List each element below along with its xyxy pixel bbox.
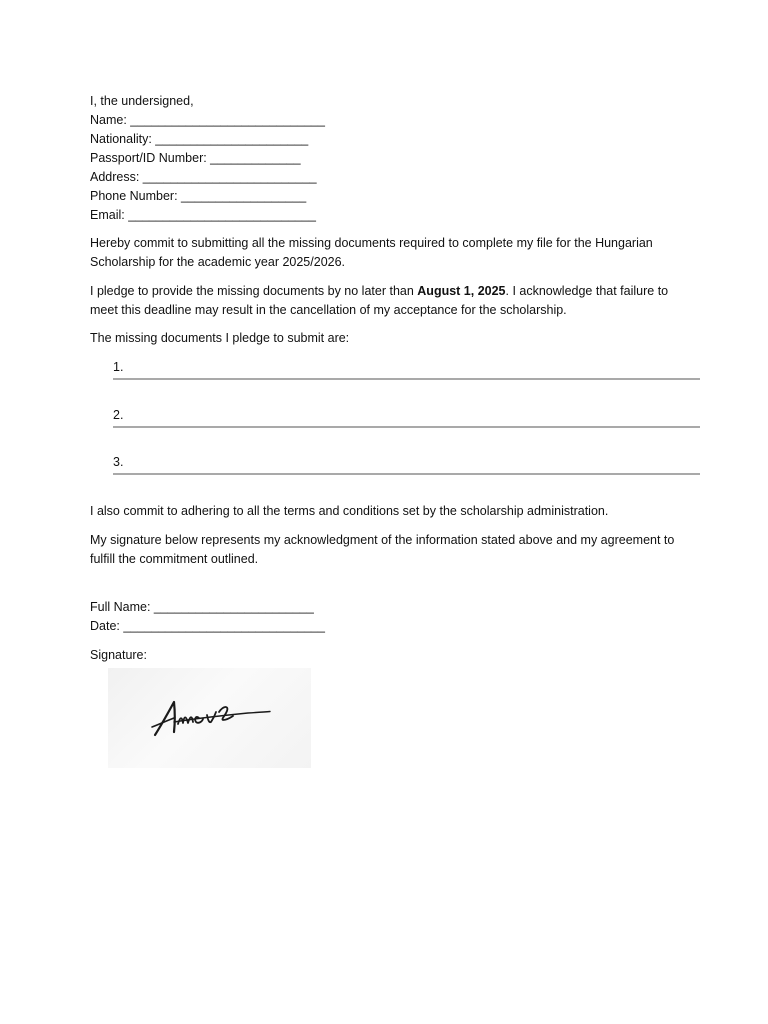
pledge-text-before: I pledge to provide the missing documents by no later than xyxy=(90,284,418,298)
missing-doc-line-3 xyxy=(113,453,700,475)
pledge-text-after: . I acknowledge that failure to meet this deadline may result in the cancellation of my acceptance for the scholarship. xyxy=(90,284,669,317)
passport-id-field: Passport/ID Number: _____________ xyxy=(90,151,301,165)
missing-doc-number: 3. xyxy=(113,455,124,469)
date-field: Date: _____________________________ xyxy=(90,619,325,633)
terms-paragraph: I also commit to adhering to all the terms and conditions set by the scholarship administration. xyxy=(90,504,609,518)
full-name-field: Full Name: _______________________ xyxy=(90,600,314,614)
closing-section xyxy=(90,598,690,636)
missing-doc-line-2 xyxy=(113,406,700,428)
personal-info-section xyxy=(90,92,690,225)
handwritten-signature xyxy=(108,668,311,768)
acknowledgment-paragraph: My signature below represents my acknowledgment of the information stated above and my agreement to fulfill the commitment outlined. xyxy=(90,533,675,566)
signature-label: Signature: xyxy=(90,648,147,662)
missing-doc-line-1 xyxy=(113,358,700,380)
pledge-deadline: August 1, 2025 xyxy=(417,284,506,298)
opening-line: I, the undersigned, xyxy=(90,94,194,108)
missing-doc-number: 2. xyxy=(113,408,124,422)
email-field: Email: ___________________________ xyxy=(90,208,316,222)
name-field: Name: ____________________________ xyxy=(90,113,325,127)
nationality-field: Nationality: ______________________ xyxy=(90,132,309,146)
pledge-paragraph xyxy=(90,282,690,320)
phone-field: Phone Number: __________________ xyxy=(90,189,307,203)
commitment-paragraph: Hereby commit to submitting all the missing documents required to complete my file for the Hungarian Scholarship for the academic year 2025/2026. xyxy=(90,236,653,269)
address-field: Address: _________________________ xyxy=(90,170,317,184)
signature-image xyxy=(108,668,311,768)
missing-docs-heading: The missing documents I pledge to submit are: xyxy=(90,331,350,345)
missing-doc-number: 1. xyxy=(113,360,124,374)
